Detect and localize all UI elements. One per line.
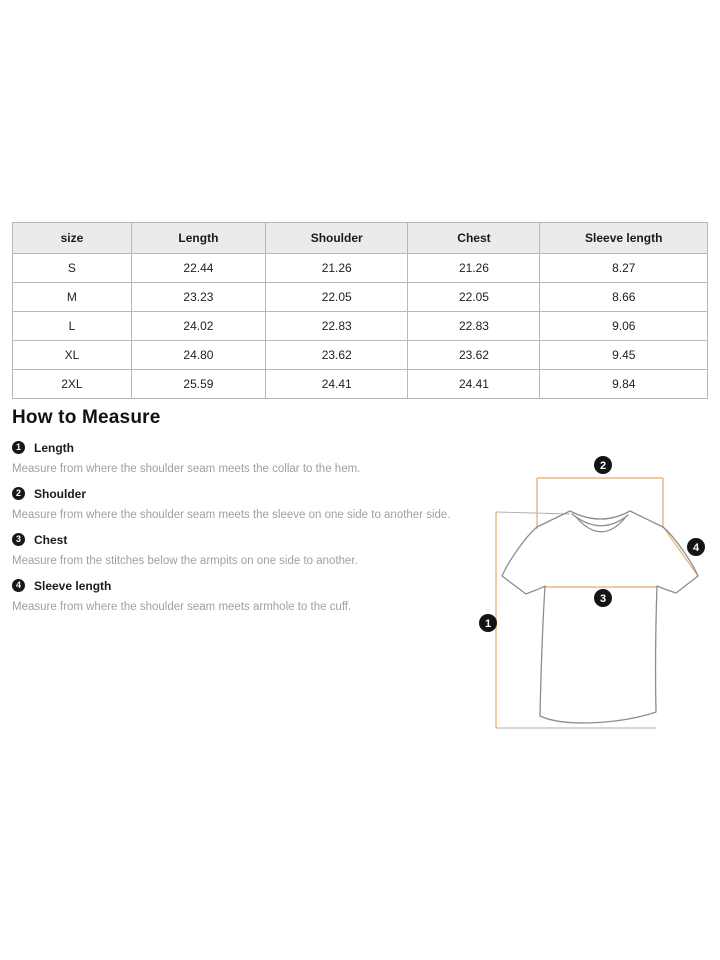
cell-value: 8.66 <box>540 283 708 312</box>
marker-shoulder-number: 2 <box>599 460 607 472</box>
column-header-shoulder: Shoulder <box>265 223 407 254</box>
cell-size: L <box>13 312 132 341</box>
marker-chest <box>594 589 612 607</box>
item-description: Measure from where the shoulder seam meets the collar to the hem. <box>12 463 361 475</box>
cell-value: 24.41 <box>408 370 540 399</box>
item-description: Measure from where the shoulder seam meets the sleeve on one side to another side. <box>12 509 451 521</box>
size-table-header-row <box>13 223 708 254</box>
marker-chest-number: 3 <box>599 593 607 605</box>
cell-value: 23.62 <box>265 341 407 370</box>
measure-item-sleeve-length <box>12 579 482 614</box>
item-description: Measure from where the shoulder seam meets armhole to the cuff. <box>12 601 352 613</box>
cell-value: 23.62 <box>408 341 540 370</box>
tshirt-body-outline <box>502 511 698 723</box>
number-4-badge-icon: 4 <box>12 579 25 592</box>
marker-sleeve <box>687 538 705 556</box>
item-label: Chest <box>34 532 68 547</box>
number-1-badge-icon: 1 <box>12 441 25 454</box>
cell-value: 9.06 <box>540 312 708 341</box>
column-header-chest: Chest <box>408 223 540 254</box>
column-header-size: size <box>13 223 132 254</box>
tshirt-outline <box>502 511 698 723</box>
measure-item-length <box>12 441 482 476</box>
item-label-row <box>12 487 482 500</box>
measure-item-shoulder <box>12 487 482 522</box>
table-row-l <box>13 312 708 341</box>
cell-value: 23.23 <box>131 283 265 312</box>
cell-size: XL <box>13 341 132 370</box>
cell-value: 9.45 <box>540 341 708 370</box>
table-row-2xl <box>13 370 708 399</box>
tick-lines <box>496 512 656 728</box>
cell-size: S <box>13 254 132 283</box>
cell-size: M <box>13 283 132 312</box>
item-label: Shoulder <box>34 486 87 501</box>
item-label-row <box>12 533 482 546</box>
item-description: Measure from the stitches below the armpits on one side to another. <box>12 555 358 567</box>
item-label-row <box>12 579 482 592</box>
column-header-sleeve-length: Sleeve length <box>540 223 708 254</box>
cell-value: 24.02 <box>131 312 265 341</box>
cell-value: 21.26 <box>408 254 540 283</box>
cell-value: 22.83 <box>265 312 407 341</box>
measure-instructions-list <box>12 441 482 625</box>
cell-value: 22.44 <box>131 254 265 283</box>
number-2-badge-icon: 2 <box>12 487 25 500</box>
tshirt-measure-diagram <box>460 448 720 748</box>
size-table <box>12 222 708 399</box>
cell-value: 25.59 <box>131 370 265 399</box>
item-label: Sleeve length <box>34 578 112 593</box>
measure-item-chest <box>12 533 482 568</box>
collar-outer-curve <box>570 511 630 519</box>
cell-value: 22.83 <box>408 312 540 341</box>
cell-value: 22.05 <box>265 283 407 312</box>
cell-value: 22.05 <box>408 283 540 312</box>
how-to-measure-title: How to Measure <box>12 407 161 428</box>
length-top-tick <box>496 512 570 514</box>
item-label-row <box>12 441 482 454</box>
cell-value: 24.41 <box>265 370 407 399</box>
cell-value: 8.27 <box>540 254 708 283</box>
cell-value: 24.80 <box>131 341 265 370</box>
cell-value: 21.26 <box>265 254 407 283</box>
number-3-badge-icon: 3 <box>12 533 25 546</box>
marker-shoulder <box>594 456 612 474</box>
marker-length <box>479 614 497 632</box>
marker-length-number: 1 <box>484 618 492 630</box>
table-row-m <box>13 283 708 312</box>
table-row-s <box>13 254 708 283</box>
cell-value: 9.84 <box>540 370 708 399</box>
marker-sleeve-number: 4 <box>692 542 700 554</box>
column-header-length: Length <box>131 223 265 254</box>
item-label: Length <box>34 440 74 455</box>
table-row-xl <box>13 341 708 370</box>
cell-size: 2XL <box>13 370 132 399</box>
